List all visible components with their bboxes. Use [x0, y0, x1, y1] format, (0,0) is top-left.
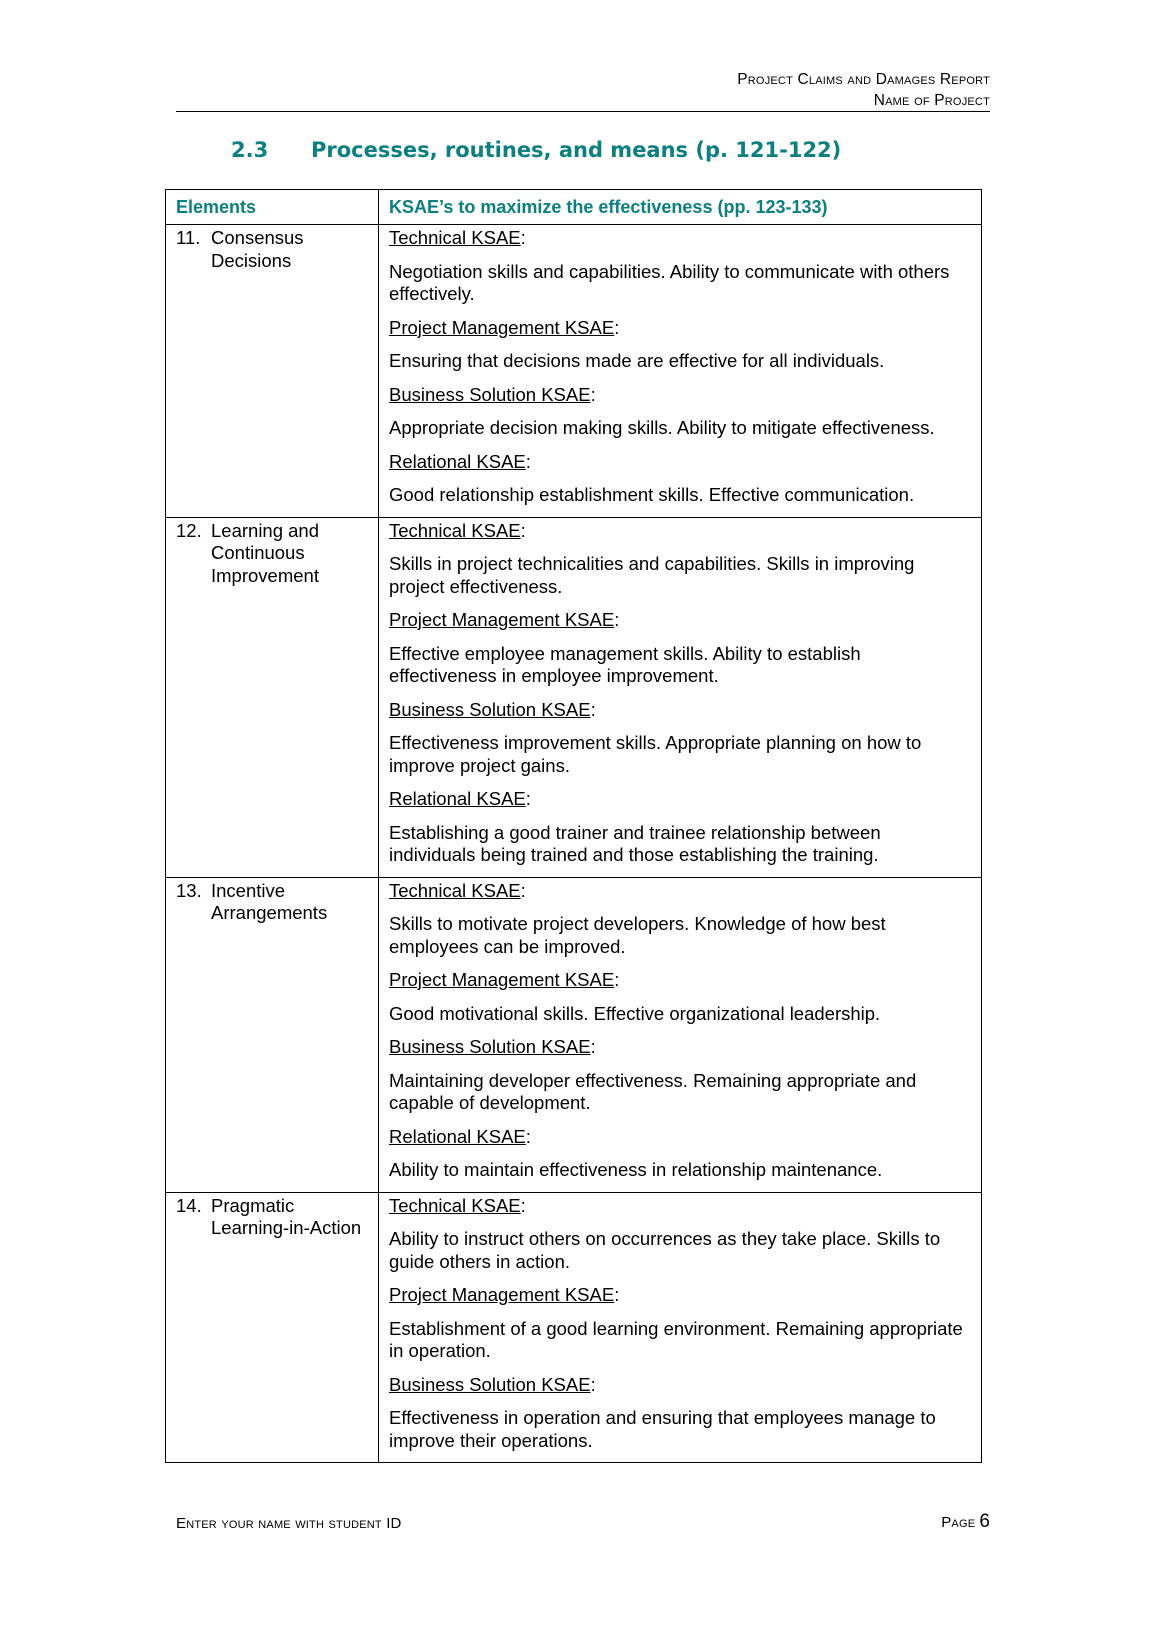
footer-page [941, 1511, 990, 1533]
footer-author: Enter your name with student ID [176, 1515, 402, 1532]
ksae-description: Ability to instruct others on occurrences as they take place. Skills to guide others in action. [389, 1228, 941, 1272]
table-row [166, 1192, 982, 1463]
project-name: Name of Project [873, 92, 990, 109]
running-header [176, 69, 990, 111]
section-heading [231, 138, 841, 162]
ksae-description: Good relationship establishment skills. Effective communication. [389, 484, 915, 505]
ksae-category: Relational KSAE [389, 788, 526, 809]
page-number: 6 [979, 1511, 990, 1532]
report-title: Project Claims and Damages Report [737, 71, 990, 88]
section-title: Processes, routines, and means (p. 121-122) [311, 138, 842, 162]
header-divider [176, 111, 990, 112]
ksae-description: Establishing a good trainer and trainee relationship between individuals being trained and those establishing the training. [389, 821, 881, 865]
ksae-category: Business Solution KSAE [389, 383, 591, 405]
ksae-category: Technical KSAE [389, 227, 521, 248]
ksae-description: Establishment of a good learning environment. Remaining appropriate in operation. [389, 1317, 963, 1361]
ksae-description: Good motivational skills. Effective organizational leadership. [389, 1002, 881, 1024]
ksae-category: Project Management KSAE [389, 1284, 615, 1305]
element-name: Pragmatic Learning-in-Action [211, 1194, 362, 1238]
ksae-column-header: KSAE’s to maximize the effectiveness (pp. 123-133) [379, 190, 982, 225]
element-number: 11. [176, 227, 201, 248]
element-cell [166, 517, 379, 877]
ksae-cell: Technical KSAE: Ability to instruct others on occurrences as they take place. Skills to guide others in action. Project Management KSAE: Establishment of a good learning environment. Remaining appropriate in operation. Business Solution KSAE: Effectiveness in operation and ensuring that employees manage to improve their operations. [379, 1192, 982, 1463]
element-cell [166, 1192, 379, 1463]
ksae-category: Business Solution KSAE [389, 1036, 591, 1057]
ksae-description: Skills to motivate project developers. Knowledge of how best employees can be improved. [389, 913, 886, 957]
table-row [166, 877, 982, 1192]
ksae-description: Skills in project technicalities and capabilities. Skills in improving project effectiveness. [389, 553, 915, 597]
section-number: 2.3 [231, 138, 269, 162]
ksae-category: Relational KSAE [389, 450, 526, 472]
ksae-category: Business Solution KSAE [389, 698, 591, 720]
ksae-description: Effectiveness improvement skills. Appropriate planning on how to improve project gains. [389, 732, 922, 776]
element-number: 14. [176, 1194, 202, 1216]
page-label: Page [941, 1514, 976, 1531]
ksae-cell: Technical KSAE: Skills in project technicalities and capabilities. Skills in improving project effectiveness. Project Management KSAE: Effective employee management skills. Ability to establish effectiveness in employee improvement. Business Solution KSAE: Effectiveness improvement skills. Appropriate planning on how to improve project gains. Relational KSAE: Establishing a good trainer and trainee relationship between individuals being trained and those establishing the training. [379, 517, 982, 877]
ksae-description: Negotiation skills and capabilities. Ability to communicate with others effectively. [389, 260, 950, 304]
elements-column-header: Elements [166, 190, 379, 225]
ksae-description: Appropriate decision making skills. Ability to mitigate effectiveness. [389, 417, 935, 438]
element-name: Learning and Continuous Improvement [211, 519, 320, 586]
ksae-category: Technical KSAE [389, 879, 521, 901]
ksae-description: Maintaining developer effectiveness. Remaining appropriate and capable of development. [389, 1069, 917, 1113]
element-cell [166, 225, 379, 518]
ksae-cell: Technical KSAE: Negotiation skills and capabilities. Ability to communicate with others effectively. Project Management KSAE: Ensuring that decisions made are effective for all individuals. Business Solution KSAE: Appropriate decision making skills. Ability to mitigate effectiveness. Relational KSAE: Good relationship establishment skills. Effective communication. [379, 225, 982, 518]
element-cell [166, 877, 379, 1192]
element-name: Consensus Decisions [211, 227, 304, 271]
ksae-category: Project Management KSAE [389, 609, 615, 630]
element-number: 12. [176, 519, 202, 541]
ksae-description: Effective employee management skills. Ability to establish effectiveness in employee improvement. [389, 642, 861, 686]
ksae-category: Project Management KSAE [389, 316, 615, 338]
ksae-category: Technical KSAE [389, 1194, 521, 1216]
ksae-category: Relational KSAE [389, 1125, 526, 1147]
table-header-row [166, 190, 982, 225]
ksae-table [165, 189, 982, 1463]
element-name: Incentive Arrangements [211, 879, 328, 923]
ksae-description: Effectiveness in operation and ensuring that employees manage to improve their operations. [389, 1407, 936, 1451]
ksae-description: Ensuring that decisions made are effective for all individuals. [389, 350, 885, 371]
ksae-category: Project Management KSAE [389, 969, 615, 990]
ksae-category: Business Solution KSAE [389, 1373, 591, 1395]
ksae-cell: Technical KSAE: Skills to motivate project developers. Knowledge of how best employees can be improved. Project Management KSAE: Good motivational skills. Effective organizational leadership. Business Solution KSAE: Maintaining developer effectiveness. Remaining appropriate and capable of development. Relational KSAE: Ability to maintain effectiveness in relationship maintenance. [379, 877, 982, 1192]
ksae-category: Technical KSAE [389, 519, 521, 541]
ksae-description: Ability to maintain effectiveness in relationship maintenance. [389, 1159, 883, 1180]
element-number: 13. [176, 879, 202, 901]
table-row [166, 517, 982, 877]
table-row [166, 225, 982, 518]
